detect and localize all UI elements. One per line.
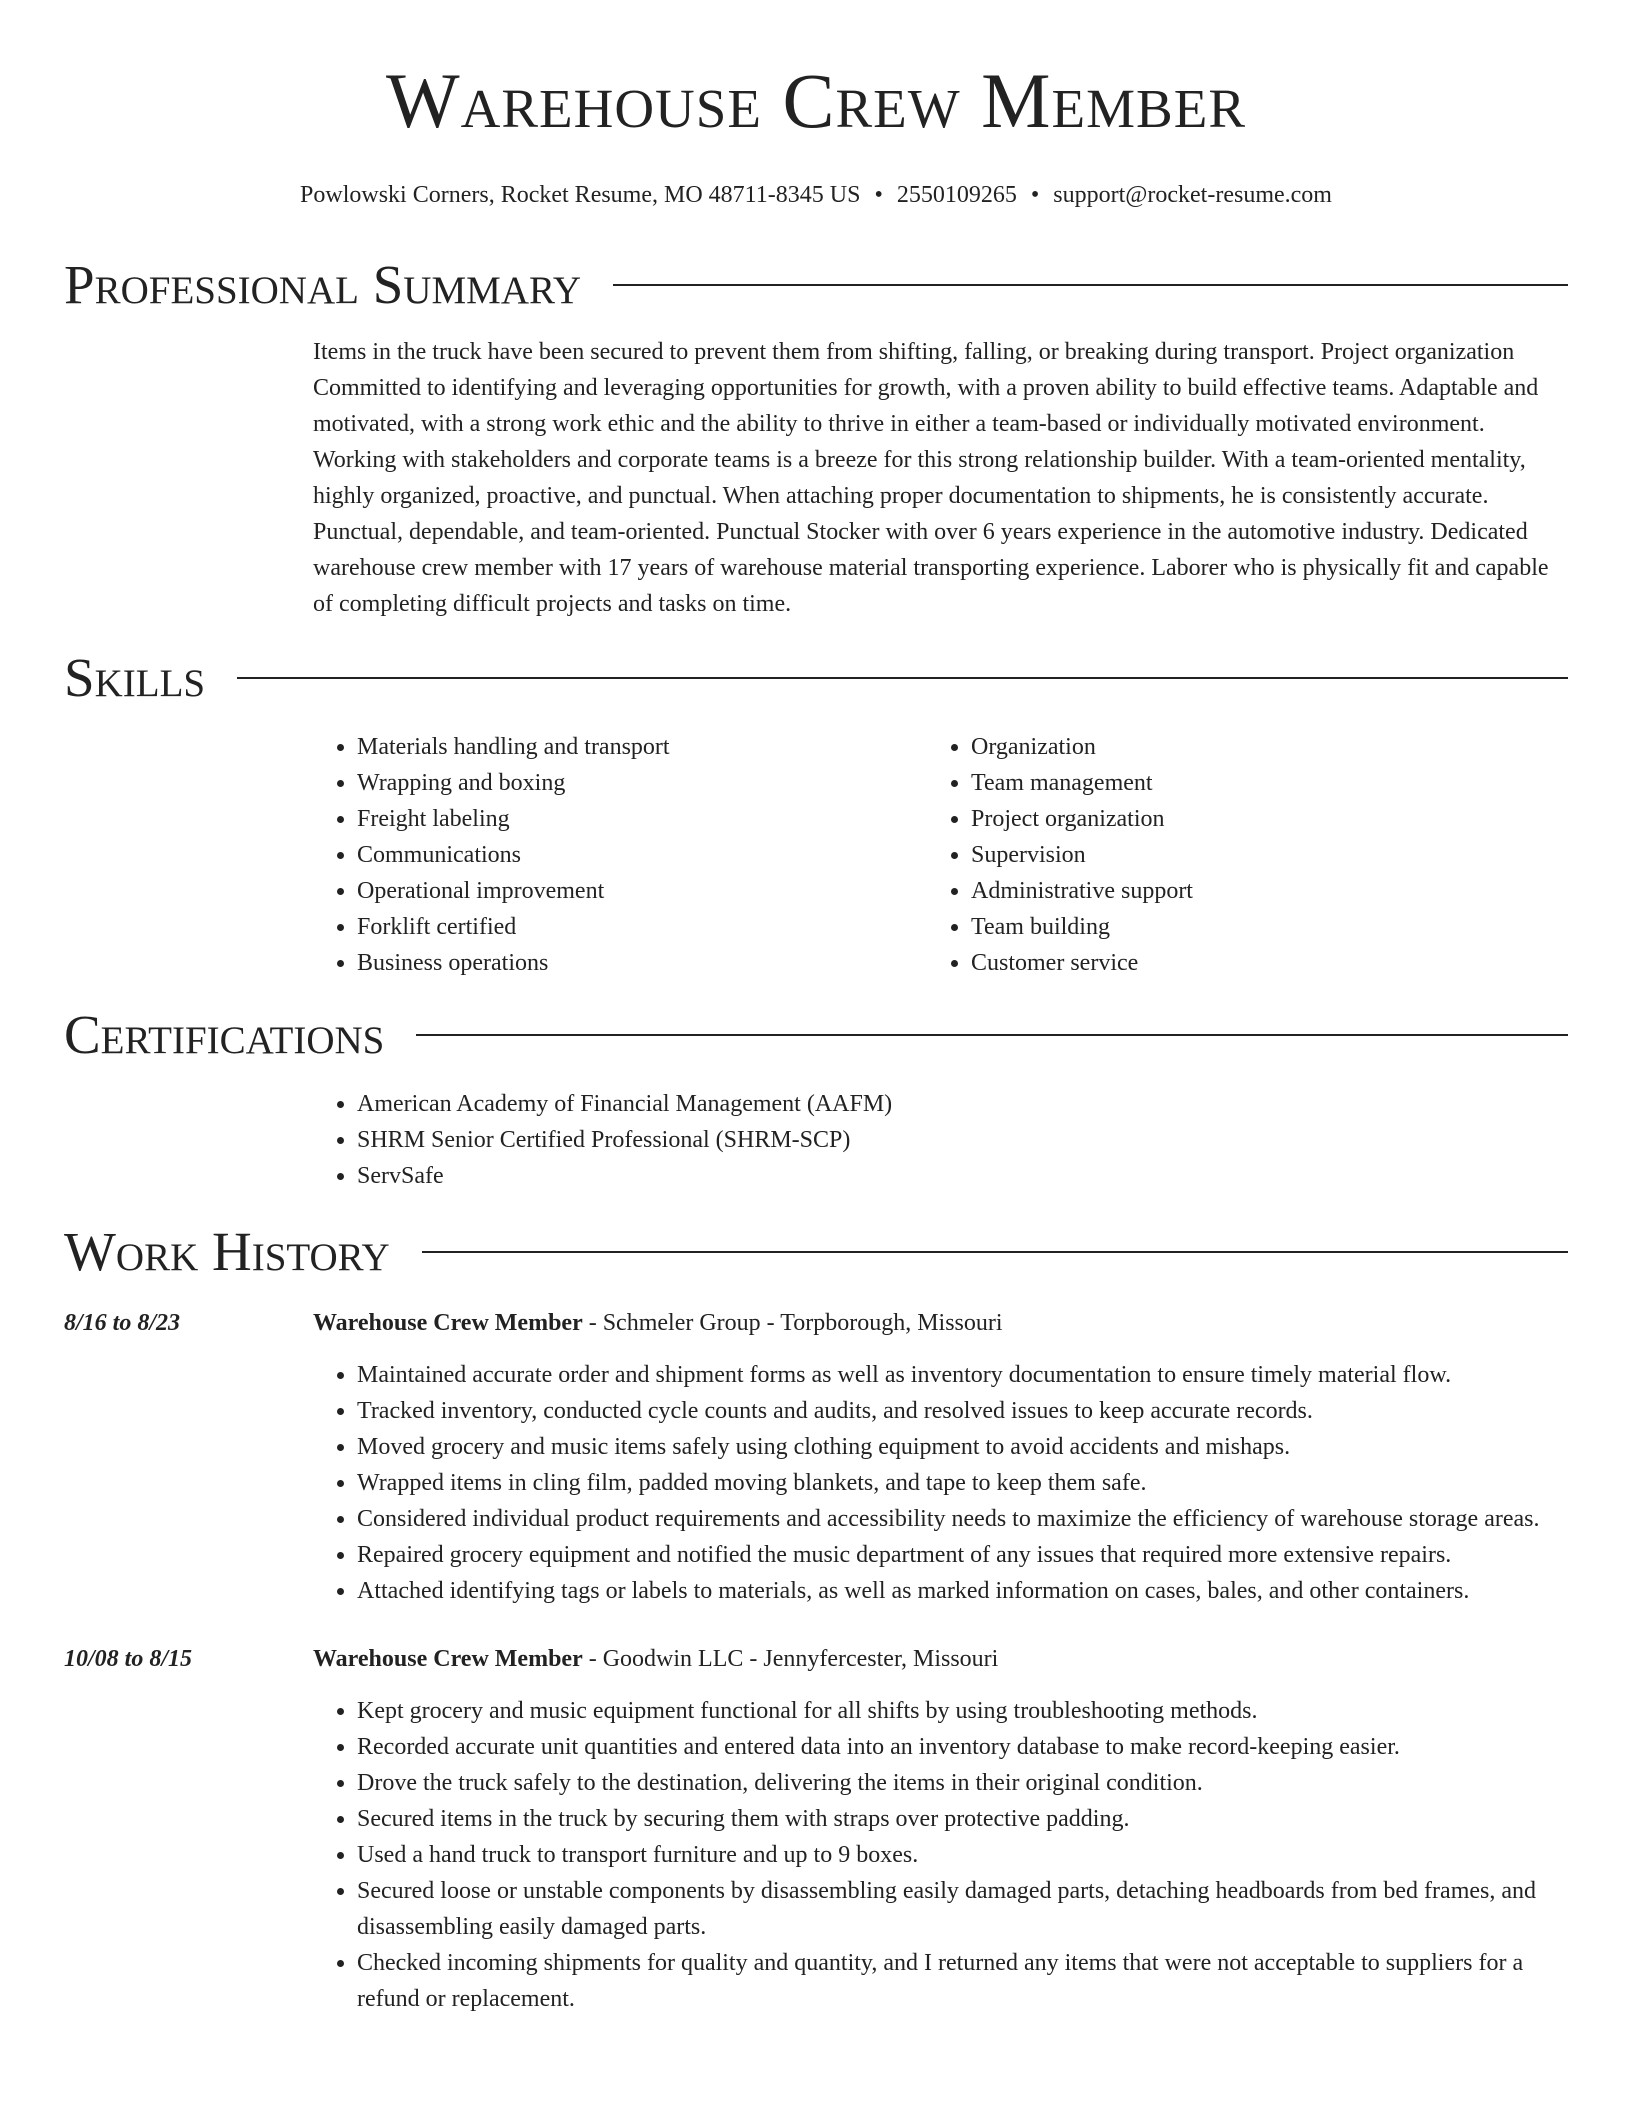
- skill-item: • Materials handling and transport: [357, 729, 927, 765]
- skill-item: • Forklift certified: [357, 909, 927, 945]
- job-bullet: • Maintained accurate order and shipment forms as well as inventory documentation to ensure timely material flow.: [357, 1357, 1568, 1393]
- job-bullet: • Secured loose or unstable components by disassembling easily damaged parts, detaching headboards from bed frames, and disassembling easily damaged parts.: [357, 1873, 1568, 1945]
- job-bullet: • Secured items in the truck by securing them with straps over protective padding.: [357, 1801, 1568, 1837]
- certification-item: • SHRM Senior Certified Professional (SHRM-SCP): [357, 1122, 1568, 1158]
- summary-text: Items in the truck have been secured to prevent them from shifting, falling, or breaking during transport. Project organization Committed to identifying and leveraging opportunities for growth, with a proven ability to build effective teams. Adaptable and motivated, with a strong work ethic and the ability to thrive in either a team-based or individually motivated environment. Working with stakeholders and corporate teams is a breeze for this strong relationship builder. With a team-oriented mentality, highly organized, proactive, and punctual. When attaching proper documentation to shipments, he is consistently accurate. Punctual, dependable, and team-oriented. Punctual Stocker with over 6 years experience in the automotive industry. Dedicated warehouse crew member with 17 years of warehouse material transporting experience. Laborer who is physically fit and capable of completing difficult projects and tasks on time.: [313, 339, 1549, 617]
- job-employer-location: - Goodwin LLC - Jennyfercester, Missouri: [582, 1646, 999, 1672]
- skills-heading: Skills: [64, 647, 206, 708]
- contact-separator: •: [1030, 182, 1040, 208]
- certification-item: • American Academy of Financial Management (AAFM): [357, 1086, 1568, 1122]
- job-bullets: [313, 1693, 1568, 2017]
- contact-separator: •: [874, 182, 883, 208]
- skill-item: • Team management: [971, 765, 1193, 801]
- job-dates: 8/16 to 8/23: [64, 1310, 181, 1336]
- summary-section-header: [64, 254, 1568, 315]
- job-employer-location: - Schmeler Group - Torpborough, Missouri: [582, 1310, 1003, 1336]
- job-title: Warehouse Crew Member: [313, 1646, 583, 1672]
- candidate-name: Warehouse Crew Member: [386, 57, 1246, 144]
- skill-item: • Communications: [357, 837, 927, 873]
- job-header: [313, 1641, 1568, 1677]
- job-entry: [64, 1641, 1568, 2017]
- job-bullet: • Considered individual product requirements and accessibility needs to maximize the efficiency of warehouse storage areas.: [357, 1501, 1568, 1537]
- section-divider: [237, 677, 1568, 679]
- job-bullet: • Recorded accurate unit quantities and entered data into an inventory database to make record-keeping easier.: [357, 1729, 1568, 1765]
- job-bullet: • Tracked inventory, conducted cycle counts and audits, and resolved issues to keep accurate records.: [357, 1393, 1568, 1429]
- skills-section-header: [64, 647, 1568, 708]
- job-bullet: • Used a hand truck to transport furniture and up to 9 boxes.: [357, 1837, 1568, 1873]
- skill-item: • Project organization: [971, 801, 1193, 837]
- summary-heading: Professional Summary: [64, 254, 582, 315]
- skill-item: • Supervision: [971, 837, 1193, 873]
- skill-item: • Customer service: [971, 945, 1193, 981]
- skills-list: [313, 729, 1568, 981]
- section-divider: [613, 284, 1568, 286]
- job-bullet: • Wrapped items in cling film, padded moving blankets, and tape to keep them safe.: [357, 1465, 1568, 1501]
- section-divider: [416, 1034, 1568, 1036]
- work-history-section-header: [64, 1221, 1568, 1282]
- job-title: Warehouse Crew Member: [313, 1310, 583, 1336]
- job-body: [313, 1305, 1568, 1609]
- job-bullet: • Attached identifying tags or labels to materials, as well as marked information on cases, bales, and other containers.: [357, 1573, 1568, 1609]
- contact-line: [0, 182, 1632, 209]
- skill-item: • Wrapping and boxing: [357, 765, 927, 801]
- skills-column-2: [927, 729, 1193, 981]
- job-bullets: [313, 1357, 1568, 1609]
- certifications-heading: Certifications: [64, 1004, 385, 1065]
- job-header: [313, 1305, 1568, 1341]
- skill-item: • Organization: [971, 729, 1193, 765]
- job-bullet: • Checked incoming shipments for quality and quantity, and I returned any items that were not acceptable to suppliers for a refund or replacement.: [357, 1945, 1568, 2017]
- job-bullet: • Repaired grocery equipment and notified the music department of any issues that required more extensive repairs.: [357, 1537, 1568, 1573]
- job-dates: 10/08 to 8/15: [64, 1646, 193, 1672]
- contact-email: support@rocket-resume.com: [1053, 182, 1332, 208]
- skill-item: • Business operations: [357, 945, 927, 981]
- job-body: [313, 1641, 1568, 2017]
- skills-column-1: [313, 729, 927, 981]
- skill-item: • Operational improvement: [357, 873, 927, 909]
- contact-phone: 2550109265: [896, 182, 1017, 208]
- job-bullet: • Moved grocery and music items safely using clothing equipment to avoid accidents and mishaps.: [357, 1429, 1568, 1465]
- job-bullet: • Kept grocery and music equipment functional for all shifts by using troubleshooting methods.: [357, 1693, 1568, 1729]
- section-divider: [422, 1251, 1568, 1253]
- work-history-heading: Work History: [64, 1221, 390, 1282]
- job-bullet: • Drove the truck safely to the destination, delivering the items in their original condition.: [357, 1765, 1568, 1801]
- contact-address: Powlowski Corners, Rocket Resume, MO 48711-8345 US: [300, 182, 861, 208]
- skill-item: • Freight labeling: [357, 801, 927, 837]
- job-entry: [64, 1305, 1568, 1609]
- skill-item: • Team building: [971, 909, 1193, 945]
- certifications-list: [313, 1086, 1568, 1194]
- certification-item: • ServSafe: [357, 1158, 1568, 1194]
- skill-item: • Administrative support: [971, 873, 1193, 909]
- certifications-section-header: [64, 1004, 1568, 1065]
